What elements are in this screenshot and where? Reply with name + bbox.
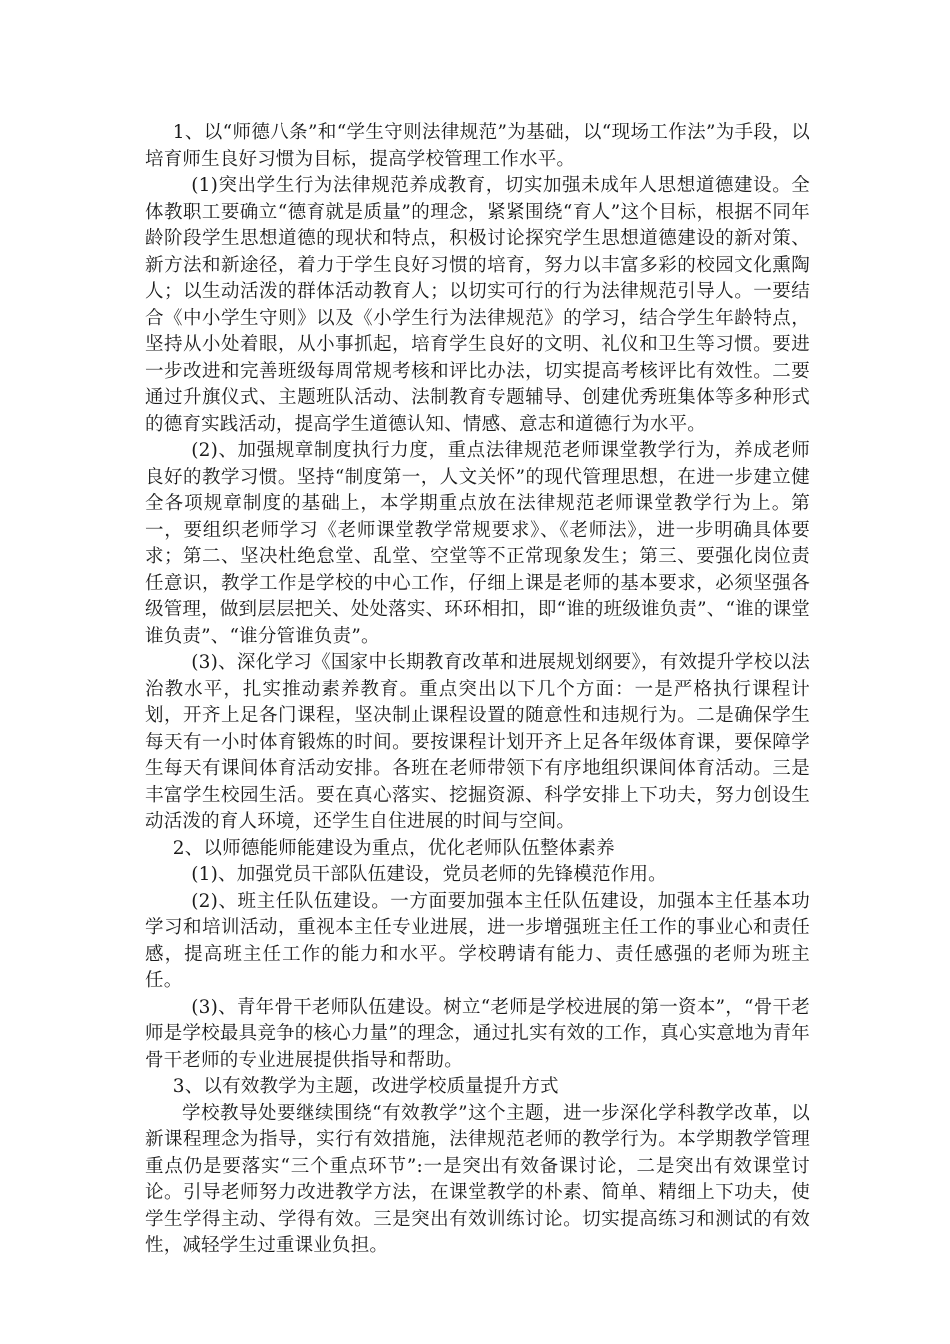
section-2-item-3: (3)、青年骨干老师队伍建设。树立“老师是学校进展的第一资本”，“骨干老师是学校最具竞争的核心力量”的理念，通过扎实有效的工作，真心实意地为青年骨干老师的专业进展提供指导和帮助。 — [145, 996, 810, 1071]
section-3-body: 学校教导处要继续围绕“有效教学”这个主题，进一步深化学科教学改革，以新课程理念为指导，实行有效措施，法律规范老师的教学行为。本学期教学管理重点仍是要落实“三个重点环节”:一是突出有效备课讨论，二是突出有效课堂讨论。引导老师努力改进教学方法，在课堂教学的朴素、简单、精细上下功夫，使学生学得主动、学得有效。三是突出有效训练讨论。切实提高练习和测试的有效性，减轻学生过重课业负担。 — [145, 1102, 810, 1256]
section-1-item-1: (1)突出学生行为法律规范养成教育，切实加强未成年人思想道德建设。全体教职工要确立“德育就是质量”的理念，紧紧围绕“育人”这个目标，根据不同年龄阶段学生思想道德的现状和特点，积极讨论探究学生思想道德建设的新对策、新方法和新途径，着力于学生良好习惯的培育，努力以丰富多彩的校园文化熏陶人；以生动活泼的群体活动教育人；以切实可行的行为法律规范引导人。一要结合《中小学生守则》以及《小学生行为法律规范》的学习，结合学生年龄特点，坚持从小处着眼，从小事抓起，培育学生良好的文明、礼仪和卫生等习惯。要进一步改进和完善班级每周常规考核和评比办法，切实提高考核评比有效性。二要通过升旗仪式、主题班队活动、法制教育专题辅导、创建优秀班集体等多种形式的德育实践活动，提高学生道德认知、情感、意志和道德行为水平。 — [145, 175, 810, 435]
section-2-item-1: (1)、加强党员干部队伍建设，党员老师的先锋模范作用。 — [191, 864, 667, 885]
section-1-item-3: (3)、深化学习《国家中长期教育改革和进展规划纲要》，有效提升学校以法治教水平，扎实推动素养教育。重点突出以下几个方面：一是严格执行课程计划，开齐上足各门课程，坚决制止课程设置的随意性和违规行为。二是确保学生每天有一小时体育锻炼的时间。要按课程计划开齐上足各年级体育课，要保障学生每天有课间体育活动安排。各班在老师带领下有序地组织课间体育活动。三是丰富学生校园生活。要在真心落实、挖掘资源、科学安排上下功夫，努力创设生动活泼的育人环境，还学生自住进展的时间与空间。 — [145, 652, 810, 832]
section-3-heading: 3、以有效教学为主题，改进学校质量提升方式 — [172, 1076, 559, 1097]
section-2-item-2: (2)、班主任队伍建设。一方面要加强本主任队伍建设，加强本主任基本功学习和培训活动，重视本主任专业进展，进一步增强班主任工作的事业心和责任感，提高班主任工作的能力和水平。学校聘请有能力、责任感强的老师为班主任。 — [145, 890, 810, 991]
section-1-heading: 1、以“师德八条”和“学生守则法律规范”为基础，以“现场工作法”为手段，以培育师生良好习惯为目标，提高学校管理工作水平。 — [145, 122, 810, 170]
document-page — [145, 120, 810, 1260]
section-1-item-2: (2)、加强规章制度执行力度，重点法律规范老师课堂教学行为，养成老师良好的教学习惯。坚持“制度第一，人文关怀”的现代管理思想，在进一步建立健全各项规章制度的基础上，本学期重点放在法律规范老师课堂教学行为上。第一，要组织老师学习《老师课堂教学常规要求》、《老师法》，进一步明确具体要求；第二、坚决杜绝怠堂、乱堂、空堂等不正常现象发生；第三、要强化岗位责任意识，教学工作是学校的中心工作，仔细上课是老师的基本要求，必须坚强各级管理，做到层层把关、处处落实、环环相扣，即“谁的班级谁负责”、“谁的课堂谁负责”、“谁分管谁负责”。 — [145, 440, 810, 647]
section-2-heading: 2、以师德能师能建设为重点，优化老师队伍整体素养 — [172, 837, 615, 859]
